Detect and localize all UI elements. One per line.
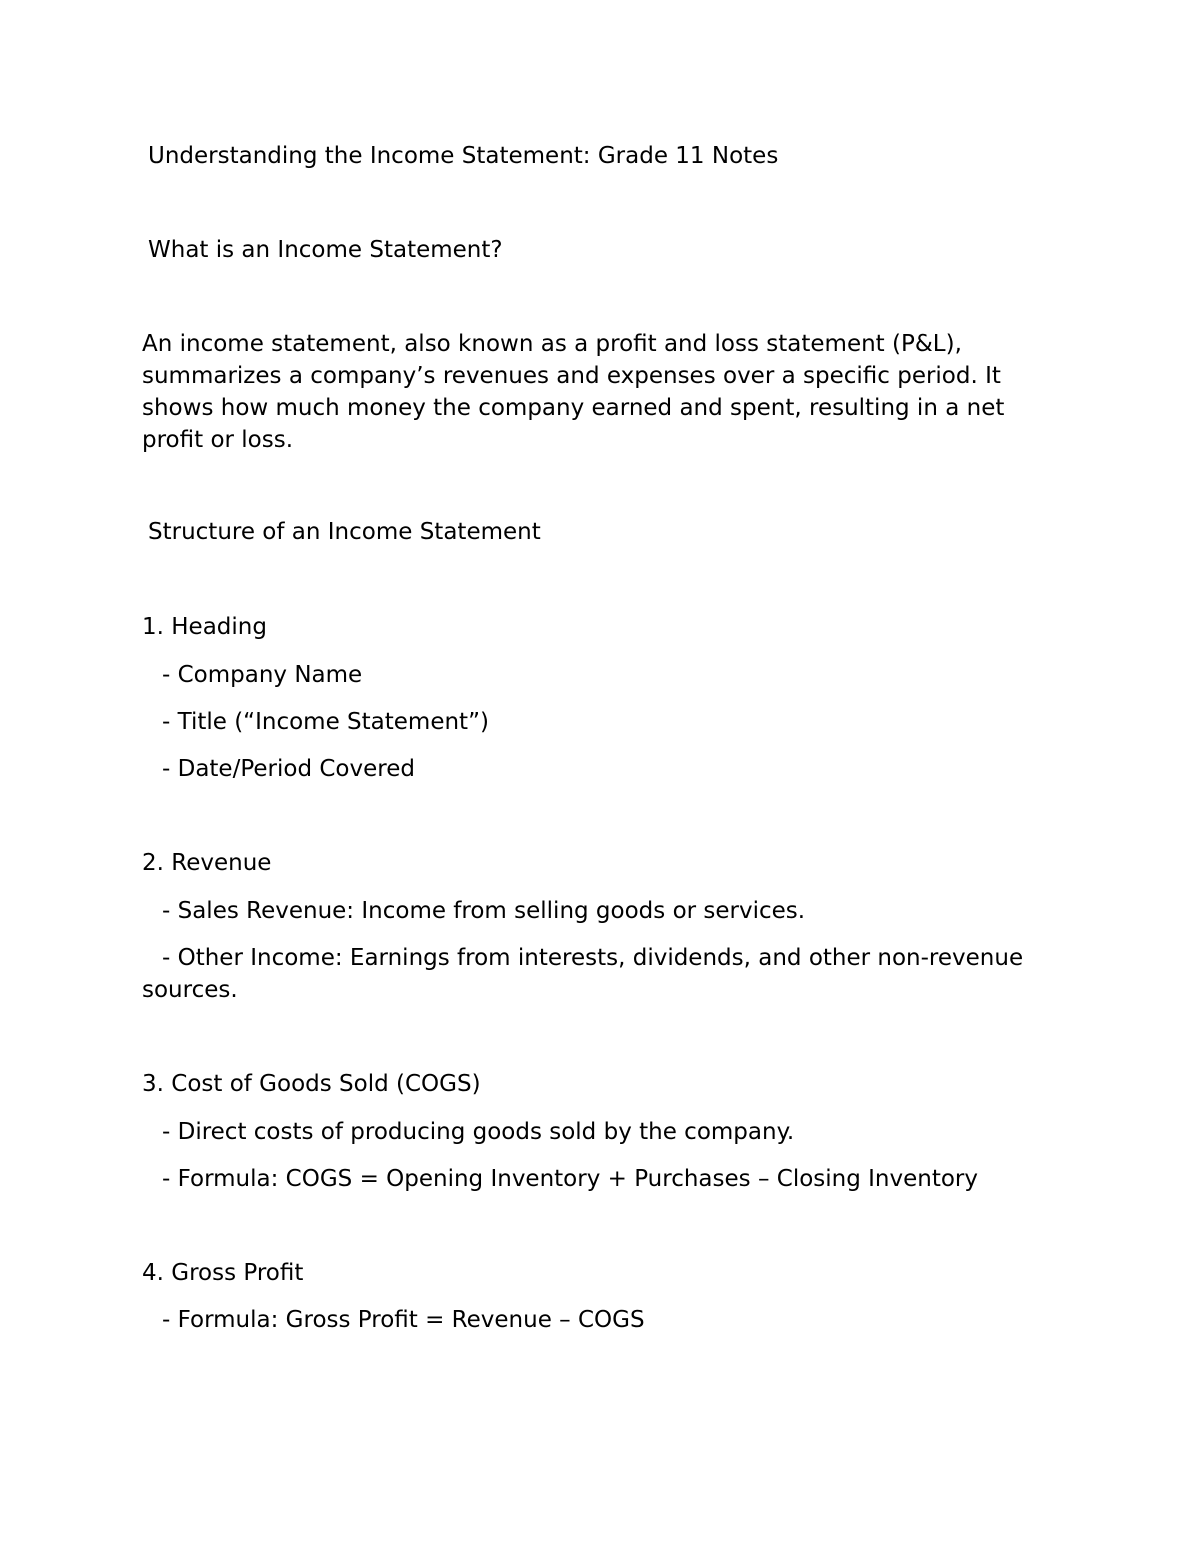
list-item: - Title (“Income Statement”): [162, 709, 489, 735]
section-heading-3: 3. Cost of Goods Sold (COGS): [142, 1071, 481, 1097]
list-item: - Other Income: Earnings from interests, dividends, and other non-revenue: [162, 945, 1024, 971]
list-item: - Direct costs of producing goods sold by the company.: [162, 1119, 795, 1145]
list-item: - Formula: COGS = Opening Inventory + Purchases – Closing Inventory: [162, 1166, 978, 1192]
list-item: - Formula: Gross Profit = Revenue – COGS: [162, 1307, 645, 1333]
structure-heading: Structure of an Income Statement: [148, 519, 541, 545]
section-heading-4: 4. Gross Profit: [142, 1260, 304, 1286]
list-item: - Date/Period Covered: [162, 756, 415, 782]
intro-heading: What is an Income Statement?: [148, 237, 503, 263]
list-item-continuation: sources.: [142, 977, 238, 1003]
document-title: Understanding the Income Statement: Grade 11 Notes: [148, 143, 779, 169]
list-item: - Company Name: [162, 662, 363, 688]
section-heading-2: 2. Revenue: [142, 850, 272, 876]
section-heading-1: 1. Heading: [142, 614, 267, 640]
intro-paragraph: An income statement, also known as a profit and loss statement (P&L), summarizes a company’s revenues and expenses over a specific period. It shows how much money the company earned and spent, resulting in a net profit or loss.: [142, 331, 1005, 453]
list-item: - Sales Revenue: Income from selling goods or services.: [162, 898, 806, 924]
